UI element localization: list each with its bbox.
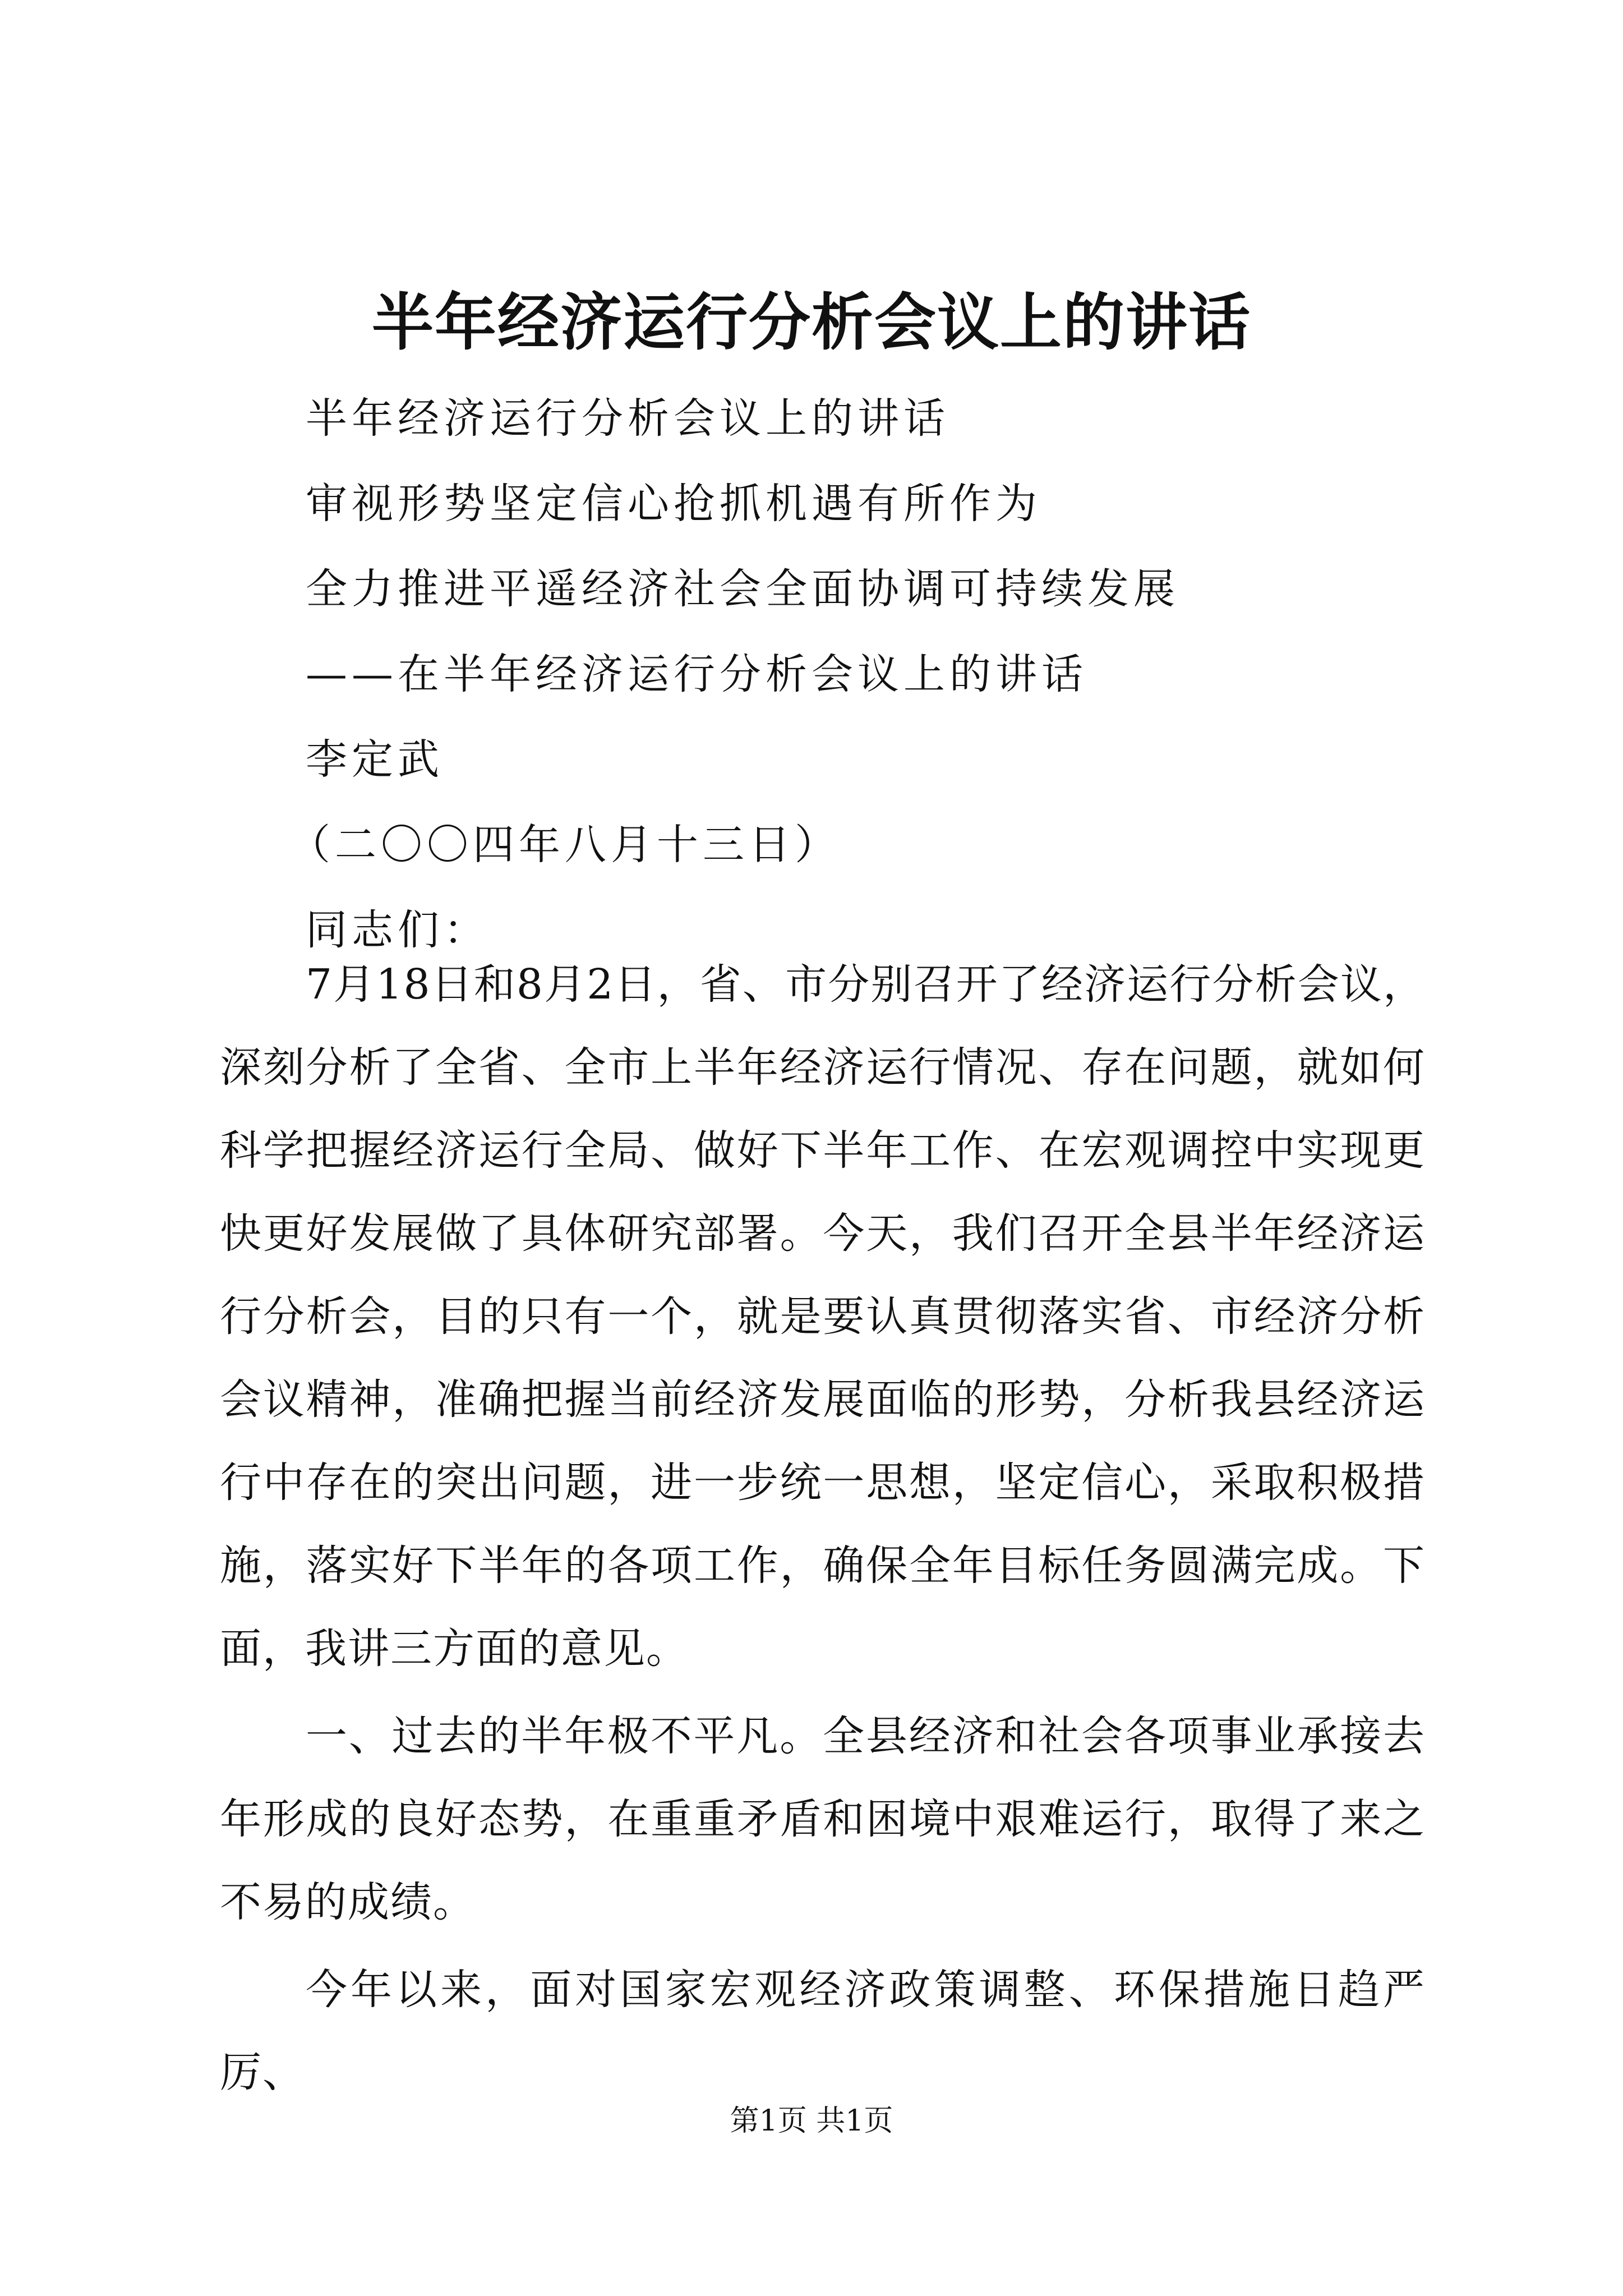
page-footer: 第1页 共1页 — [730, 2104, 893, 2138]
slogan-line-1: 审视形势坚定信心抢抓机遇有所作为 — [306, 480, 1041, 528]
speech-date: （二〇〇四年八月十三日） — [289, 821, 841, 869]
body-paragraph: 7月18日和8月2日，省、市分别召开了经济运行分析会议，深刻分析了全省、全市上半年经济运行情况、存在问题，就如何科学把握经济运行全局、做好下半年工作、在宏观调控中实现更快更好发展做了具体研究部署。今天，我们召开全县半年经济运行分析会，目的只有一个，就是要认真贯彻落实省、市经济分析会议精神，准确把握当前经济发展面临的形势，分析我县经济运行中存在的突出问题，进一步统一思想，坚定信心，采取积极措施，落实好下半年的各项工作，确保全年目标任务圆满完成。下面，我讲三方面的意见。 — [220, 960, 1426, 1673]
body-paragraph: 今年以来，面对国家宏观经济政策调整、环保措施日趋严厉、 — [220, 1966, 1426, 2097]
document-body — [220, 943, 1426, 2114]
subtitle-line: 半年经济运行分析会议上的讲话 — [306, 394, 949, 443]
speaker-name: 李定武 — [306, 735, 444, 784]
document-title: 半年经济运行分析会议上的讲话 — [372, 286, 1251, 358]
document-header-block — [289, 376, 1427, 973]
occasion-line: ——在半年经济运行分析会议上的讲话 — [306, 650, 1087, 698]
slogan-line-2: 全力推进平遥经济社会全面协调可持续发展 — [306, 565, 1179, 613]
body-paragraph: 一、过去的半年极不平凡。全县经济和社会各项事业承接去年形成的良好态势，在重重矛盾和困境中艰难运行，取得了来之不易的成绩。 — [220, 1712, 1426, 1926]
salutation: 同志们： — [306, 906, 490, 954]
